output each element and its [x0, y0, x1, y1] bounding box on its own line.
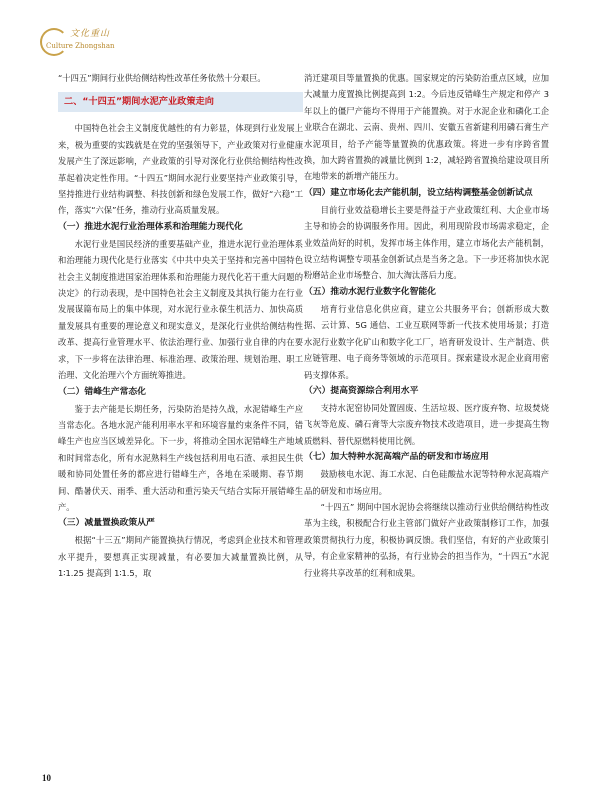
right-column: [304, 70, 549, 581]
logo-subtitle: Culture Zhongshan: [46, 42, 115, 50]
paragraph: “十四五” 期间中国水泥协会将继续以推动行业供给侧结构性改革为主线，积极配合行业主管部门做好产业政策制修订工作，加强政策贯彻执行力度，积极协调反馈。我们坚信，有好的产业政策引导，有企业家精神的弘扬，有行业协会的担当作为，“十四五”水泥行业将共享改革的红利和成果。: [304, 501, 549, 578]
subsection-heading: （五）推动水泥行业数字化智能化: [304, 286, 436, 297]
section-heading: 二、“十四五”期间水泥产业政策走向: [58, 92, 303, 112]
magazine-logo: [40, 26, 150, 60]
paragraph: “十四五”期间行业供给侧结构性改革任务依然十分艰巨。: [58, 73, 266, 83]
paragraph: 培育行业信息化供应商，建立公共服务平台；创新形成大数据、云计算、5G 通信、工业互联网等新一代技术使用场景；打造水泥行业数字化矿山和数字化工厂，培育研发设计、生产制造、供应链管理、电子商务等领域的示范项目。探索建设水泥企业商用密码支撑体系。: [304, 303, 549, 380]
subsection-heading: （三）减量置换政策从严: [58, 518, 155, 529]
paragraph: 根据“十三五”期间产能置换执行情况，考虑到企业技术和管理水平提升，要想真正实现减量，有必要加大减量置换比例，从 1∶1.25 提高到 1∶1.5，取: [58, 535, 303, 579]
paragraph: 中国特色社会主义制度优越性的有力彰显，体现到行业发展上来，极为重要的实践就是在党的坚强领导下，产业政策对行业健康发展产生了深远影响，产业政策的引导对深化行业供给侧结构性改革起着决定性作用。“十四五”期间水泥行业要坚持产业政策引导，坚持推进行业结构调整、科技创新和绿色发展工作，做好“六稳”工作，落实“六保”任务，推动行业高质量发展。: [58, 123, 303, 216]
paragraph: 目前行业效益稳增长主要是得益于产业政策红利、大企业市场主导和协会的协调服务作用。因此，利用现阶段市场需求稳定，企业效益尚好的时机，发挥市场主体作用，建立市场化去产能机制，设立结构调整专项基金创新试点是当务之急。下一步还将加快水泥粉磨站企业市场整合、加大淘汰落后力度。: [304, 204, 549, 281]
paragraph: 消迁建项目等量置换的优惠。国家规定的污染防治重点区域，应加大减量力度置换比例提高到 1:2。今后违反错峰生产规定和停产 3 年以上的僵尸产能均不得用于产能置换。对于水泥企业和磷化工企业联合在湖北、云南、贵州、四川、安徽五省新建利用磷石膏生产水泥项目，给予产能等量置换的优惠政策。将进一步有序跨省置换，加大跨省置换的减量比例到 1:2，减轻跨省置换给建设项目所在地带来的新增产能压力。: [304, 73, 549, 182]
paragraph: 支持水泥窑协同处置固废、生活垃圾、医疗废弃物、垃圾焚烧飞灰等危废、磷石膏等大宗废弃物技术改造项目，进一步提高生物质燃料、替代原燃料使用比例。: [304, 402, 549, 446]
paragraph: 鼓励核电水泥、海工水泥、白色硅酸盐水泥等特种水泥高端产品的研发和市场应用。: [304, 469, 549, 496]
subsection-heading: （七）加大特种水泥高端产品的研发和市场应用: [304, 452, 489, 463]
paragraph: 鉴于去产能是长期任务，污染防治是持久战，水泥错峰生产应当常态化。各地水泥产能利用率水平和环境容量约束条件不同，错峰生产也应当区域差异化。下一步，将推动全国水泥错峰生产地域和时间常态化，所有水泥熟料生产线包括利用电石渣、承担民生供暖和协同处置任务的都应进行错峰生产，各地在采暖期、春节期间、酷暑伏天、雨季、重大活动和重污染天气结合实际开展错峰生产。: [58, 403, 303, 512]
page-number: 10: [42, 773, 51, 783]
left-column: [58, 70, 303, 582]
logo-title: 文化重山: [70, 29, 111, 39]
subsection-heading: （二）错峰生产常态化: [58, 386, 146, 397]
paragraph: 水泥行业是国民经济的重要基础产业，推进水泥行业治理体系和治理能力现代化是行业落实《中共中央关于坚持和完善中国特色社会主义制度推进国家治理体系和治理能力现代化若干重大问题的决定》的行动表现，是中国特色社会主义制度及其执行能力在行业发展谋篇布局上的集中体现，对水泥行业永葆生机活力、加快高质量发展具有重要的理论意义和现实意义，是深化行业供给侧结构性改革、提高行业管理水平、依法治理行业、加强行业自律的内在要求，下一步将在法律治理、标准治理、政策治理、规划治理、职工治理、文化治理六个方面统筹推进。: [58, 238, 303, 381]
subsection-heading: （六）提高资源综合利用水平: [304, 385, 419, 396]
subsection-heading: （四）建立市场化去产能机制，设立结构调整基金创新试点: [304, 187, 533, 198]
subsection-heading: （一）推进水泥行业治理体系和治理能力现代化: [58, 221, 243, 232]
